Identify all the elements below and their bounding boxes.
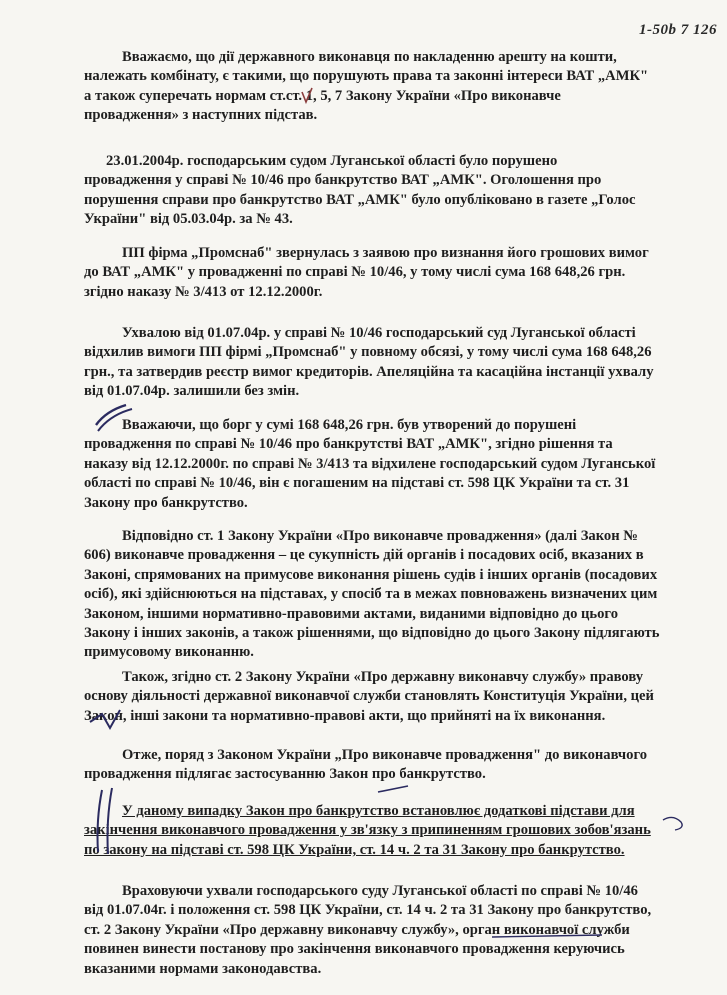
text-line: провадження по справі № 10/46 про банкрутстві ВАТ „АМК", згідно рішення та	[84, 436, 613, 453]
paragraph-9-underlined	[84, 802, 684, 860]
text-line: згідно наказу № 3/413 от 12.12.2000г.	[84, 283, 323, 300]
text-line: Враховуючи ухвали господарського суду Луганської області по справі № 10/46	[122, 883, 638, 899]
text-line: Законі, спрямованих на примусове виконання рішень судів і інших органів (посадових	[84, 566, 658, 583]
page-folio-number: 1-50b 7 126	[639, 22, 717, 38]
text-line: осіб), які здійснюються на підставах, у спосіб та в межах повноважень визначених цим	[84, 586, 658, 603]
paragraph-7	[84, 668, 684, 726]
text-line: Законом, іншими нормативно-правовими актами, виданими відповідно до цього	[84, 605, 618, 622]
paragraph-10	[84, 882, 684, 979]
text-line: провадження у справі № 10/46 про банкрутство ВАТ „АМК". Оголошення про	[84, 172, 602, 189]
text-line: Вважаємо, що дії державного виконавця по накладенню арешту на кошти,	[122, 49, 617, 65]
text-line: відхилив вимоги ПП фірмі „Промснаб" у повному обсязі, у тому числі сума 168 648,26	[84, 344, 652, 361]
text-line: Отже, поряд з Законом України „Про виконавче провадження" до виконавчого	[122, 747, 648, 763]
text-line: 606) виконавче провадження – це сукупність дій органів і посадових осіб, вказаних в	[84, 547, 644, 564]
text-line: України" від 05.03.04р. за № 43.	[84, 211, 293, 228]
paragraph-1	[84, 48, 684, 126]
text-line: ПП фірма „Промснаб" звернулась з заявою про визнання його грошових вимог	[122, 245, 649, 261]
text-line: до ВАТ „АМК" у провадженні по справі № 10/46, у тому числі сума 168 648,26 грн.	[84, 264, 626, 281]
paragraph-6	[84, 527, 684, 663]
paragraph-4	[84, 324, 684, 402]
text-line: закінчення виконавчого провадження у зв'язку з припиненням грошових зобов'язань	[84, 822, 651, 839]
text-line: по закону на підставі ст. 598 ЦК України, ст. 14 ч. 2 та 31 Закону про банкрутство.	[84, 841, 625, 858]
text-line: наказу від 12.12.2000г. по справі № 3/413 та відхилене господарський судом Луганської	[84, 455, 656, 472]
text-line: повинен винести постанову про закінчення виконавчого провадження керуючись	[84, 941, 625, 958]
text-line: грн., та затвердив реєстр вимог кредиторів. Апеляційна та касаційна інстанції ухвалу	[84, 363, 654, 380]
paragraph-8	[84, 746, 684, 785]
text-line: Вважаючи, що борг у сумі 168 648,26 грн. був утворений до порушені	[122, 417, 577, 433]
text-line: Також, згідно ст. 2 Закону України «Про державну виконавчу службу» правову	[122, 669, 644, 685]
text-line: Закону і інших законів, а також рішеннями, що відповідно до цього Закону підлягають	[84, 625, 660, 642]
text-line: Закон, інші закони та нормативно-правові акти, що прийняті на їх виконання.	[84, 707, 606, 724]
text-line: Ухвалою від 01.07.04р. у справі № 10/46 господарський суд Луганської області	[122, 325, 636, 341]
text-line: 23.01.2004р. господарським судом Луганської області було порушено	[106, 153, 558, 169]
text-line: Відповідно ст. 1 Закону України «Про виконавче провадження» (далі Закон №	[122, 528, 638, 544]
text-line: ст. 2 Закону України «Про державну виконавчу службу», орган виконавчої служби	[84, 921, 630, 938]
text-line: провадження» з наступних підстав.	[84, 107, 318, 124]
text-line: примусовому виконанню.	[84, 644, 254, 661]
paragraph-2	[84, 152, 684, 230]
text-line: порушення справи про банкрутство ВАТ „АМК" було опубліковано в газете „Голос	[84, 191, 636, 208]
paragraph-5	[84, 416, 684, 513]
text-line: а також суперечать нормам ст.ст. 1, 5, 7 Закону України «Про виконавче	[84, 87, 561, 104]
text-line: належать комбінату, є такими, що порушують права та законні інтереси ВАТ „АМК"	[84, 68, 649, 85]
paragraph-3	[84, 244, 684, 302]
text-line: від 01.07.04р. залишили без змін.	[84, 383, 300, 400]
text-line: У даному випадку Закон про банкрутство встановлює додаткові підстави для	[122, 803, 635, 819]
text-line: провадження підлягає застосуванню Закон про банкрутство.	[84, 766, 486, 783]
text-line: від 01.07.04г. і положення ст. 598 ЦК України, ст. 14 ч. 2 та 31 Закону про банкрутство,	[84, 902, 652, 919]
text-line: вказаними нормами законодавства.	[84, 960, 322, 977]
text-line: основу діяльності державної виконавчої служби становлять Конституція України, цей	[84, 688, 654, 705]
text-line: області по справі № 10/46, він є погашеним на підставі ст. 598 ЦК України та ст. 31	[84, 475, 630, 492]
text-line: Закону про банкрутство.	[84, 494, 248, 511]
